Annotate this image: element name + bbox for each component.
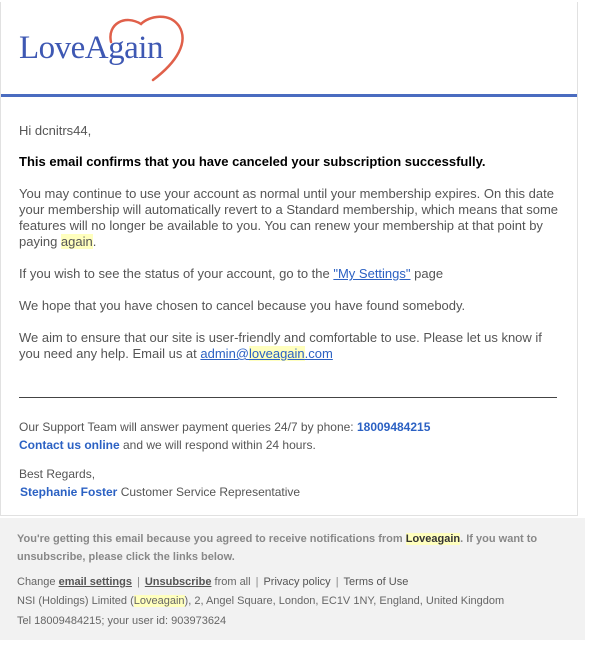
email-settings-link[interactable]: email settings (58, 576, 132, 588)
terms-of-use-link[interactable]: Terms of Use (343, 576, 409, 588)
highlight-again: again (60, 234, 93, 249)
hope-paragraph: We hope that you have chosen to cancel because you have found somebody. (19, 298, 466, 313)
my-settings-link[interactable]: "My Settings" (333, 266, 411, 281)
company-address: NSI (Holdings) Limited (Loveagain), 2, Angel Square, London, EC1V 1NY, England, United Kingdom (17, 595, 505, 607)
signoff: Best Regards, Stephanie Foster Customer Service Representative (19, 467, 301, 499)
email-card (0, 2, 578, 516)
support-info: Our Support Team will answer payment queries 24/7 by phone: 18009484215 Contact us online and we will respond within 24 hours. (19, 420, 431, 452)
privacy-policy-link[interactable]: Privacy policy (263, 576, 331, 588)
logo-text[interactable]: LoveAgain (19, 30, 163, 66)
email-header (1, 2, 577, 97)
support-phone: 18009484215 (356, 420, 431, 434)
unsubscribe-link[interactable]: Unsubscribe (144, 576, 212, 588)
settings-paragraph: If you wish to see the status of your account, go to the "My Settings" page (19, 266, 444, 281)
email-footer (0, 518, 585, 640)
footer-notice: You're getting this email because you agreed to receive notifications from Loveagain. If you want to unsubscribe, please click the links below. (17, 533, 538, 563)
membership-paragraph: You may continue to use your account as normal until your membership expires. On this date your membership will automatically revert to a Standard membership, which means that some features will no longer be available to you. You can renew your membership at that point by paying again. (19, 186, 559, 249)
help-paragraph: We aim to ensure that our site is user-friendly and comfortable to use. Please let us know if you need any help. Email us at admin@loveagain.com (19, 330, 542, 361)
greeting: Hi dcnitrs44, (19, 123, 92, 138)
footer-links: Change email settings | Unsubscribe from all | Privacy policy | Terms of Use (17, 576, 409, 588)
contact-us-link[interactable]: Contact us online (19, 438, 120, 452)
confirmation-heading: This email confirms that you have canceled your subscription successfully. (19, 154, 486, 169)
admin-email-link[interactable]: admin@loveagain.com (200, 346, 333, 361)
footer-tel: Tel 18009484215; your user id: 903973624 (17, 615, 227, 627)
signature-name: Stephanie Foster (20, 485, 118, 499)
divider (19, 397, 557, 398)
